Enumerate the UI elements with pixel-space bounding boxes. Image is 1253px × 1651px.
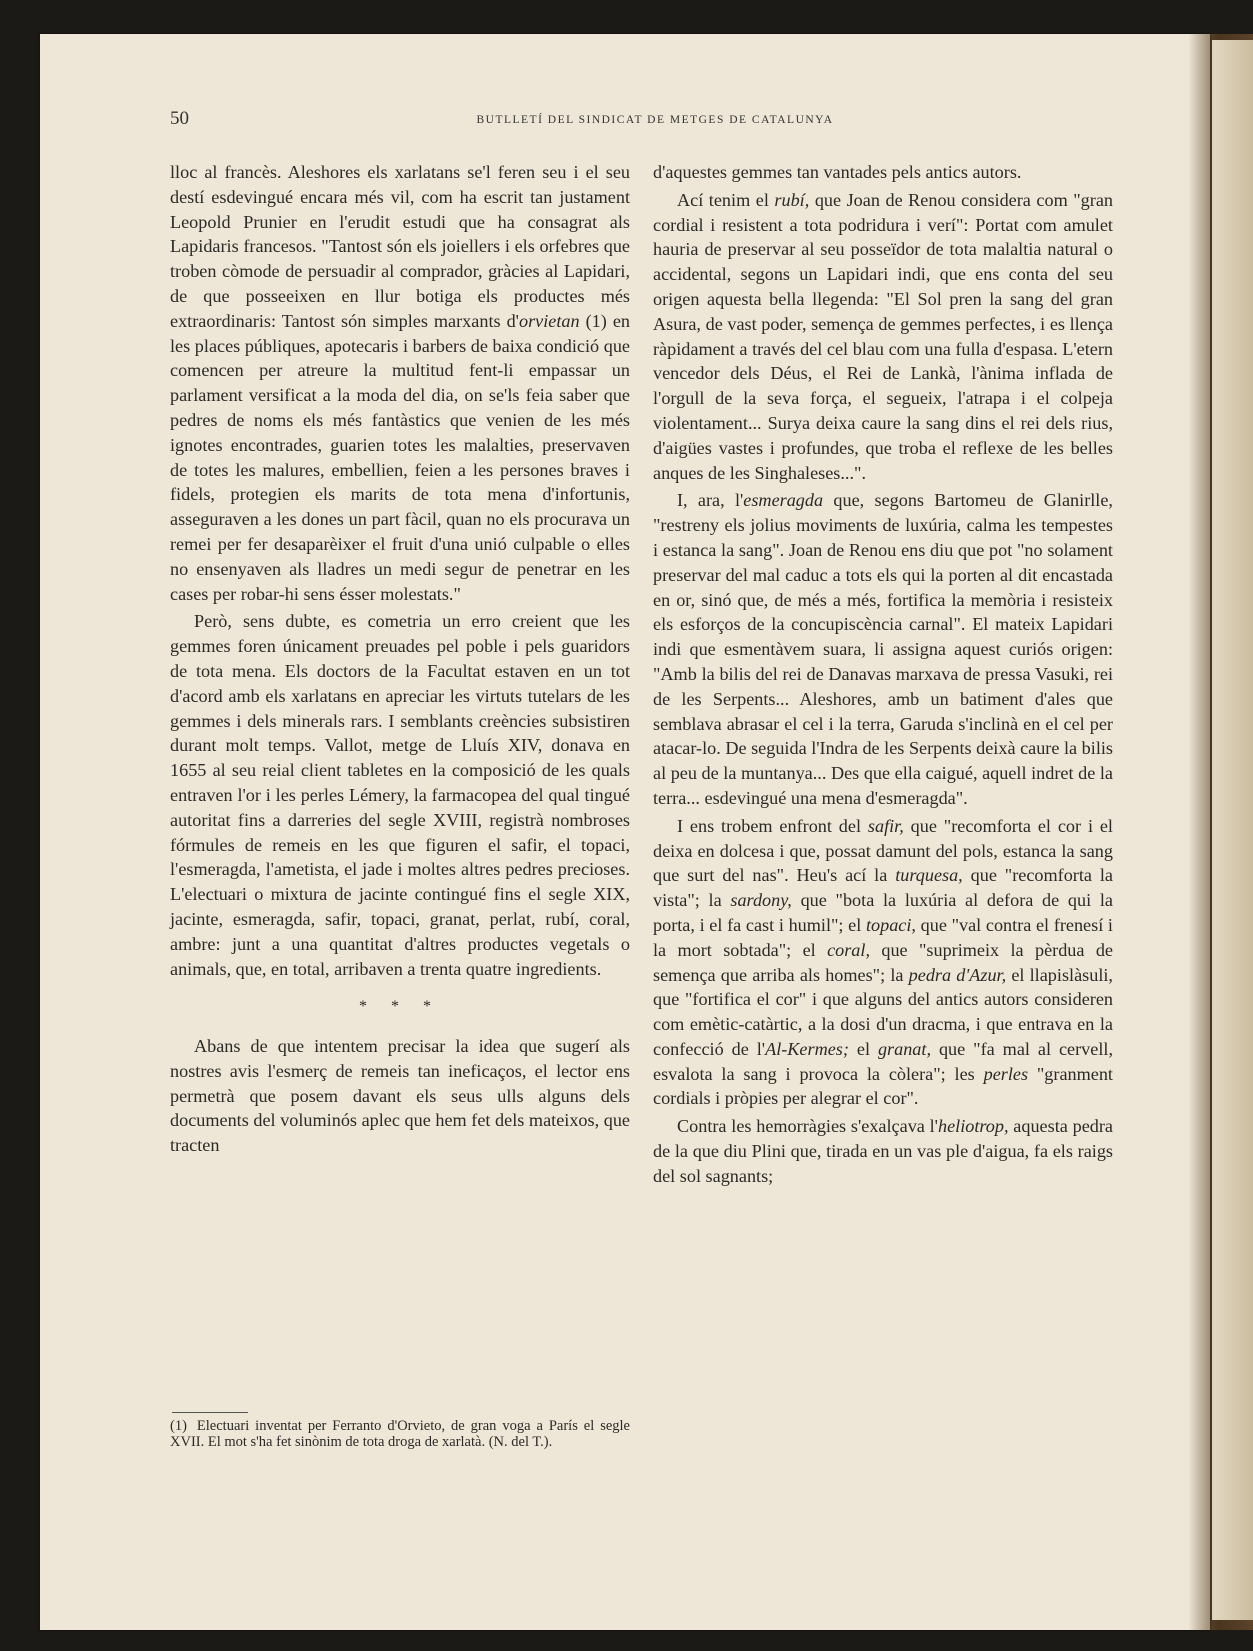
footnote (170, 1418, 630, 1450)
right-column (653, 160, 1113, 1192)
italic-term: turquesa, (895, 865, 963, 886)
italic-term: granat, (877, 1038, 932, 1059)
italic-term: safir, (867, 815, 904, 836)
text-run: (1) en les places públiques, apotecaris i barbers de baixa condició que comencen per atreure la multitud fent-li empassar un parlament versificat a la moda del dia, on se'ls feia saber que pedres de noms els més fantàstics que venien de les més ignotes encontrades, guarien totes les malalties, preservaven de totes les malures, embellien, feien a les persones braves i fidels, protegien els marits de tota mena d'infortunis, asseguraven a les dones un part fàcil, quan no els procurava un remei per fer desaparèixer el fruit d'una unió culpable o elles no ensenyaven als lladres un medi segur de penetrar en les cases per robar-hi sens ésser molestats." (170, 310, 630, 604)
paragraph: Però, sens dubte, es cometria un erro creient que les gemmes foren únicament preuades pel poble i pels guaridors de tota mena. Els doctors de la Facultat estaven en un tot d'acord amb els xarlatans en apreciar les virtuts tutelars de les gemmes i dels minerals rars. I semblants creències subsistiren durant molt temps. Vallot, metge de Lluís XIV, donava en 1655 al seu reial client tabletes en la composició de les quals entraven l'or i les perles Lémery, la farmacopea del qual tingué autoritat fins a darreries del segle XVIII, registrà nombroses fórmules de remeis en les que figuren el safir, el topaci, l'esmeragda, l'ametista, el jade i moltes altres pedres precioses. L'electuari o mixtura de jacinte contingué fins el segle XIX, jacinte, esmeragda, safir, topaci, granat, perlat, rubí, coral, ambre: junt a una quantitat d'altres productes vegetals o animals, que, en total, arribaven a trenta quatre ingredients. (170, 611, 630, 979)
italic-term: topaci, (865, 914, 916, 935)
paragraph: Abans de que intentem precisar la idea que sugerí als nostres avis l'esmerç de remeis tan ineficaços, el lector ens permetrà que posem davant els seus ulls alguns dels documents del voluminós aplec que hem fet dels mateixos, que tracten (170, 1036, 630, 1156)
text-run: lloc al francès. Aleshores els xarlatans se'l feren seu i el seu destí esdevingué encara més vil, com ha escrit tan justament Leopold Prunier en l'erudit estudi que ha consagrat als Lapidaris francesos. "Tantost són els joiellers i els orfebres que troben còmode de persuadir al comprador, gràcies al Lapidari, de que posseeixen en llur botiga els productes més extraordinaris: Tantost són simples marxants d' (170, 162, 630, 331)
text-run: Contra les hemorràgies s'exalçava l' (677, 1116, 938, 1137)
italic-term: rubí, (774, 189, 810, 210)
left-column (170, 160, 630, 1161)
running-title: BUTLLETÍ DEL SINDICAT DE METGES DE CATALUNYA (476, 114, 834, 126)
text-run: que Joan de Renou considera com "gran cordial i resistent a tota podridura i verí": Portat com amulet hauria de preservar al seu posseïdor de tota malaltia natural o accidental, segons un Lapidari indi, que ens conta del seu origen aquesta bella llegenda: "El Sol pren la sang del gran Asura, de vast poder, semença de gemmes perfectes, i es llença ràpidament a través del cel blau com una fulla d'espasa. L'etern vencedor dels Déus, el Rei de Lankà, l'ànima inflada de l'orgull de la seva força, el segueix, l'atrapa i el colpeja violentament... Surya deixa caure la sang dins el rei dels rius, d'aigües vastes i profundes, que troba el reflexe de les belles anques de les Singhaleses...". (653, 189, 1113, 483)
italic-term: perles (983, 1063, 1029, 1084)
page-header (170, 108, 1070, 132)
page-gutter-shadow (1188, 34, 1210, 1630)
paragraph (653, 188, 1113, 486)
paragraph (653, 814, 1113, 1112)
page-number: 50 (170, 108, 189, 129)
italic-term: Al-Kermes; (765, 1038, 849, 1059)
text-run: que, segons Bartomeu de Glanirlle, "restreny els jolius moviments de luxúria, calma les tempestes i estanca la sang". Joan de Renou ens diu que pot "no solament preservar del mal caduc a tots els qui la porten al dit encastada en or, sinó que, de més a més, fortifica la memòria i resisteix els esforços de la concupiscència carnal". El mateix Lapidari indi que esmentàvem suara, li assigna aquest curiós origen: "Amb la bilis del rei de Danavas marxava de pressa Vasuki, rei de les Serpents... Aleshores, amb un batiment d'ales que semblava abrasar el cel i la terra, Garuda s'inclinà en el cel per atacar-lo. De seguida l'Indra de les Serpents deixà caure la bilis al peu de la muntanya... Des que ella caigué, aquell indret de la terra... esdevingué una mena d'esmeragda". (653, 490, 1113, 808)
text-run: aquesta pedra de la que diu Plini que, tirada en un vas ple d'aigua, fa els raigs del sol sagnants; (653, 1116, 1113, 1186)
section-separator: * * * (359, 998, 441, 1016)
italic-term: heliotrop, (937, 1116, 1009, 1137)
text-run: que "suprimeix la pèrdua de semença que arriba als homes"; la (653, 939, 1113, 985)
text-run: que "recomforta la vista"; la (653, 865, 1113, 911)
text-run: que "bota la luxúria al defora de qui la porta, i el fa cast i humil"; el (653, 890, 1113, 935)
italic-term: orvietan (518, 310, 580, 331)
paragraph (653, 1114, 1113, 1188)
text-run: I ens trobem enfront del (677, 815, 868, 836)
text-run: el llapislàsuli, que "fortifica el cor" i que alguns del antics autors consideren com emètic-catàrtic, a la dosi d'un dracma, i que entrava en la confecció de l' (653, 964, 1113, 1059)
paragraph (170, 160, 630, 606)
italic-term: coral, (827, 939, 871, 960)
footnote-text: Electuari inventat per Ferranto d'Orvieto, de gran voga a París el segle XVII. El mot s'ha fet sinònim de tota droga de xarlatà. (N. del T.). (170, 1418, 630, 1450)
footnote-marker: (1) (170, 1418, 187, 1434)
text-run: que "val contra el frenesí i la mort sobtada"; el (653, 914, 1113, 960)
text-run: que "recomforta el cor i el deixa en dolcesa i que, possat damunt del pols, estanca la sang que surt del nas". Heu's ací la (653, 815, 1113, 886)
paragraph: d'aquestes gemmes tan vantades pels antics autors. (653, 162, 1022, 182)
text-run: I, ara, l' (677, 490, 744, 511)
text-run: que "fa mal al cervell, esvalota la sang i provoca la còlera"; les (653, 1038, 1113, 1084)
text-run: el (848, 1038, 878, 1059)
next-page-edge (1212, 40, 1253, 1620)
italic-term: pedra d'Azur, (908, 964, 1007, 985)
text-run: Ací tenim el (677, 189, 775, 210)
italic-term: sardony, (730, 890, 792, 911)
footnote-rule (172, 1412, 248, 1413)
paragraph (653, 488, 1113, 810)
text-run: "granment cordials i pròpies per alegrar el cor". (653, 1063, 1113, 1109)
italic-term: esmeragda (743, 490, 824, 511)
